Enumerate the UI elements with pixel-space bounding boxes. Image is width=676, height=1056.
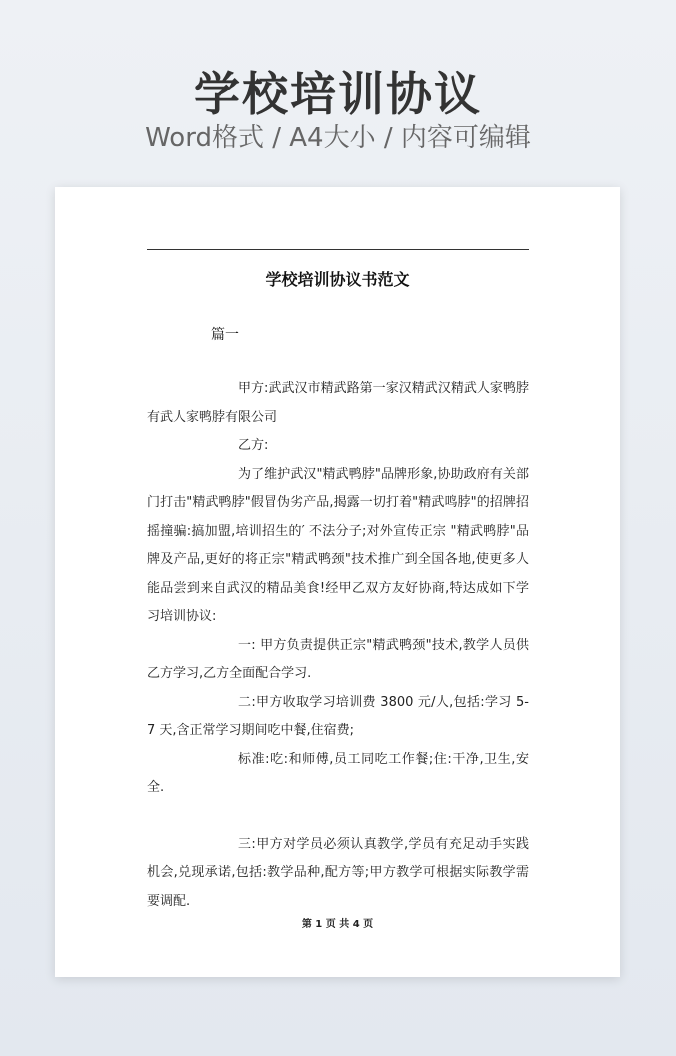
- header-rule: [147, 249, 529, 250]
- paragraph-standard: 标准:吃:和师傅,员工同吃工作餐;住:干净,卫生,安全.: [147, 751, 529, 795]
- paragraph-clause-3: 三:甲方对学员必须认真教学,学员有充足动手实践机会,兑现承诺,包括:教学品种,配方等;甲方教学可根据实际教学需要调配.: [147, 836, 529, 909]
- page-number: 第 1 页 共 4 页: [301, 919, 374, 930]
- paragraph-clause-1: 一: 甲方负责提供正宗"精武鸭颈"技术,教学人员供乙方学习,乙方全面配合学习.: [147, 637, 529, 681]
- section-heading: 篇一: [211, 327, 239, 343]
- page-title: 学校培训协议: [194, 67, 482, 121]
- page-subtitle: Word格式 / A4大小 / 内容可编辑: [145, 123, 531, 153]
- paragraph-party-a: 甲方:武武汉市精武路第一家汉精武汉精武人家鸭脖有武人家鸭脖有限公司: [147, 381, 529, 425]
- paragraph-clause-2: 二:甲方收取学习培训费 3800 元/人,包括:学习 5-7 天,含正常学习期间吃中餐,住宿费;: [147, 694, 529, 738]
- paragraph-preamble: 为了维护武汉"精武鸭脖"品牌形象,协助政府有关部门打击"精武鸭脖"假冒伪劣产品,揭露一切打着"精武鸣脖"的招牌招摇撞骗:搞加盟,培训招生的′ 不法分子;对外宣传正宗 "精武鸭脖"品牌及产品,更好的将正宗"精武鸭颈"技术推广到全国各地,使更多人能品尝到来自武汉的精品美食!经甲乙双方友好协商,特达成如下学习培训协议:: [147, 466, 529, 624]
- document-body: [147, 375, 529, 916]
- document-page: [55, 187, 620, 977]
- paragraph-party-b: 乙方:: [238, 438, 269, 453]
- document-title: 学校培训协议书范文: [265, 270, 410, 289]
